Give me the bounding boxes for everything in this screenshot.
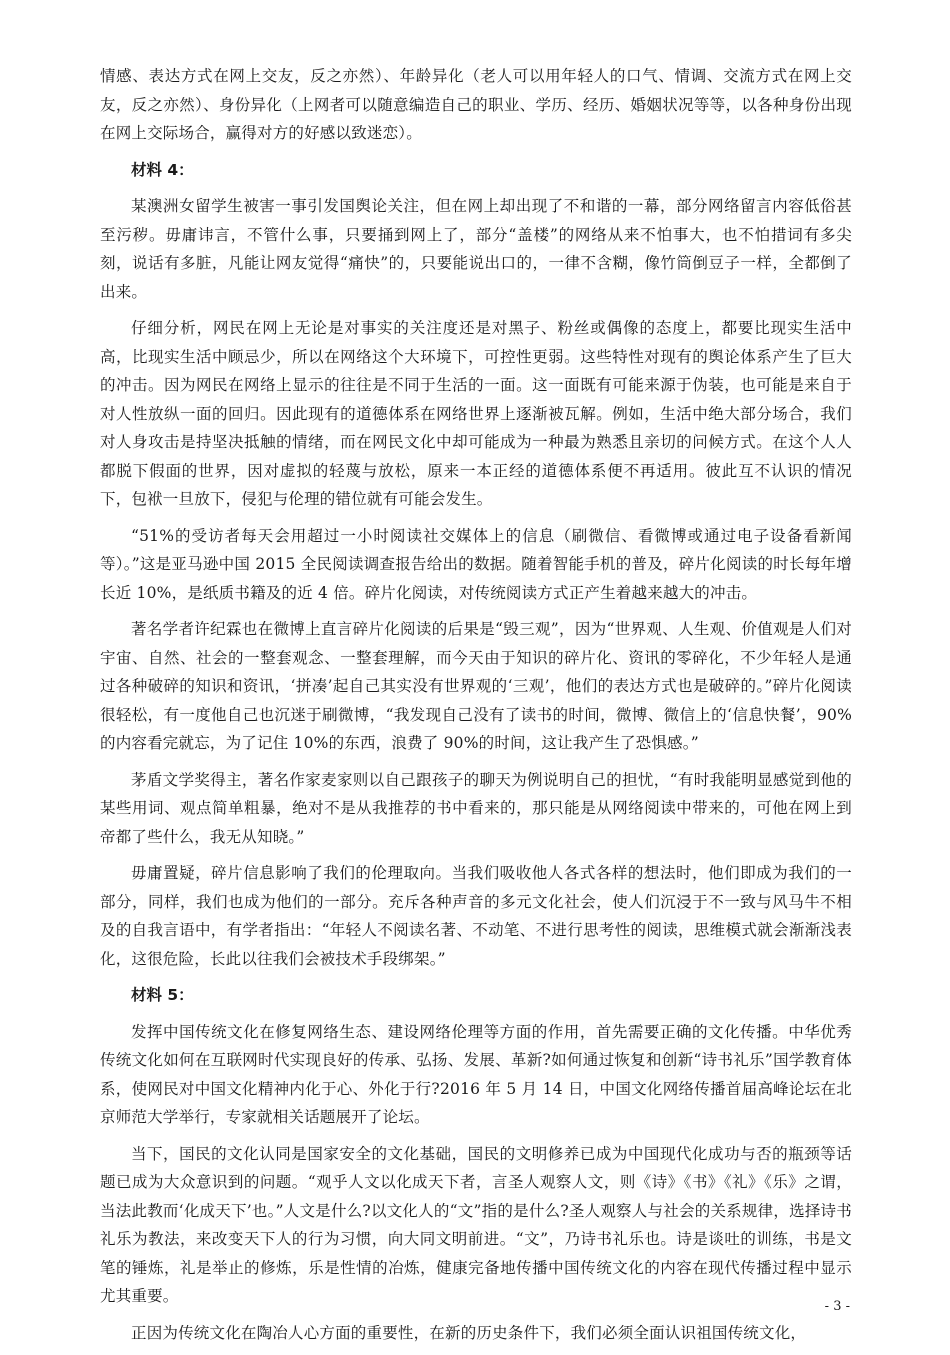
paragraph: 某澳洲女留学生被害一事引发国舆论关注，但在网上却出现了不和谐的一幕，部分网络留言内容低俗甚至污秽。毋庸讳言，不管什么事，只要捅到网上了，部分“盖楼”的网络从来不怕事大，也不怕措词有多尖刻，说话有多脏，凡能让网友觉得“痛快”的，只要能说出口的，一律不含糊，像竹筒倒豆子一样，全都倒了出来。 [100, 197, 852, 301]
paragraph: 正因为传统文化在陶冶人心方面的重要性，在新的历史条件下，我们必须全面认识祖国传统文化， [131, 1323, 807, 1342]
paragraph: “51%的受访者每天会用超过一小时阅读社交媒体上的信息（刷微信、看微博或通过电子设备看新闻等）。”这是亚马逊中国 2015 全民阅读调查报告给出的数据。随着智能手机的普及，碎片化阅读的时长每年增长近 10%，是纸质书籍及的近 4 倍。碎片化阅读，对传统阅读方式正产生着越来越大的冲击。 [100, 526, 852, 602]
document-body [100, 62, 852, 1355]
paragraph: 仔细分析，网民在网上无论是对事实的关注度还是对黑子、粉丝或偶像的态度上，都要比现实生活中高，比现实生活中顾忌少，所以在网络这个大环境下，可控性更弱。这些特性对现有的舆论体系产生了巨大的冲击。因为网民在网络上显示的往往是不同于生活的一面。这一面既有可能来源于伪装，也可能是来自于对人性放纵一面的回归。因此现有的道德体系在网络世界上逐渐被瓦解。例如，生活中绝大部分场合，我们对人身攻击是持坚决抵触的情绪，而在网民文化中却可能成为一种最为熟悉且亲切的问候方式。在这个人人都脱下假面的世界，因对虚拟的轻蔑与放松，原来一本正经的道德体系便不再适用。彼此互不认识的情况下，包袱一旦放下，侵犯与伦理的错位就有可能会发生。 [100, 319, 852, 508]
page-number: - 3 - [824, 1299, 850, 1314]
paragraph: 著名学者许纪霖也在微博上直言碎片化阅读的后果是“毁三观”，因为“世界观、人生观、价值观是人们对宇宙、自然、社会的一整套观念、一整套理解，而今天由于知识的碎片化、资讯的零碎化，不少年轻人是通过各种破碎的知识和资讯，‘拼凑’起自己其实没有世界观的‘三观’，他们的表达方式也是破碎的。”碎片化阅读很轻松，有一度他自己也沉迷于刷微博，“我发现自己没有了读书的时间，微博、微信上的‘信息快餐’，90%的内容看完就忘，为了记住 10%的东西，浪费了 90%的时间，这让我产生了恐惧感。” [100, 620, 852, 752]
paragraph: 茅盾文学奖得主，著名作家麦家则以自己跟孩子的聊天为例说明自己的担忧，“有时我能明显感觉到他的某些用词、观点简单粗暴，绝对不是从我推荐的书中看来的，那只能是从网络阅读中带来的，可他在网上到帝都了些什么，我无从知晓。” [100, 770, 852, 846]
paragraph: 当下，国民的文化认同是国家安全的文化基础，国民的文明修养已成为中国现代化成功与否的瓶颈等话题已成为大众意识到的问题。“观乎人文以化成天下者，言圣人观察人文，则《诗》《书》《礼》《乐》之谓，当法此教而‘化成天下’也。”人文是什么?以文化人的“文”指的是什么?圣人观察人与社会的关系规律，选择诗书礼乐为教法，来改变天下人的行为习惯，向大同文明前进。“文”，乃诗书礼乐也。诗是谈吐的训练，书是文笔的锤炼，礼是举止的修炼，乐是性情的冶炼，健康完备地传播中国传统文化的内容在现代传播过程中显示尤其重要。 [100, 1144, 852, 1305]
section-heading-material-5: 材料 5： [131, 986, 194, 1004]
paragraph-continued: 情感、表达方式在网上交友，反之亦然）、年龄异化（老人可以用年轻人的口气、情调、交流方式在网上交友，反之亦然）、身份异化（上网者可以随意编造自己的职业、学历、经历、婚姻状况等等，以各种身份出现在网上交际场合，赢得对方的好感以致迷恋）。 [100, 67, 852, 142]
paragraph: 毋庸置疑，碎片信息影响了我们的伦理取向。当我们吸收他人各式各样的想法时，他们即成为我们的一部分，同样，我们也成为他们的一部分。充斥各种声音的多元文化社会，使人们沉浸于不一致与风马牛不相及的自我言语中，有学者指出：“年轻人不阅读名著、不动笔、不进行思考性的阅读，思维模式就会渐渐浅表化，这很危险，长此以往我们会被技术手段绑架。” [100, 864, 852, 968]
paragraph: 发挥中国传统文化在修复网络生态、建设网络伦理等方面的作用，首先需要正确的文化传播。中华优秀传统文化如何在互联网时代实现良好的传承、弘扬、发展、革新?如何通过恢复和创新“诗书礼乐”国学教育体系，使网民对中国文化精神内化于心、外化于行?2016 年 5 月 14 日，中国文化网络传播首届高峰论坛在北京师范大学举行，专家就相关话题展开了论坛。 [100, 1022, 852, 1126]
section-heading-material-4: 材料 4： [131, 160, 194, 179]
